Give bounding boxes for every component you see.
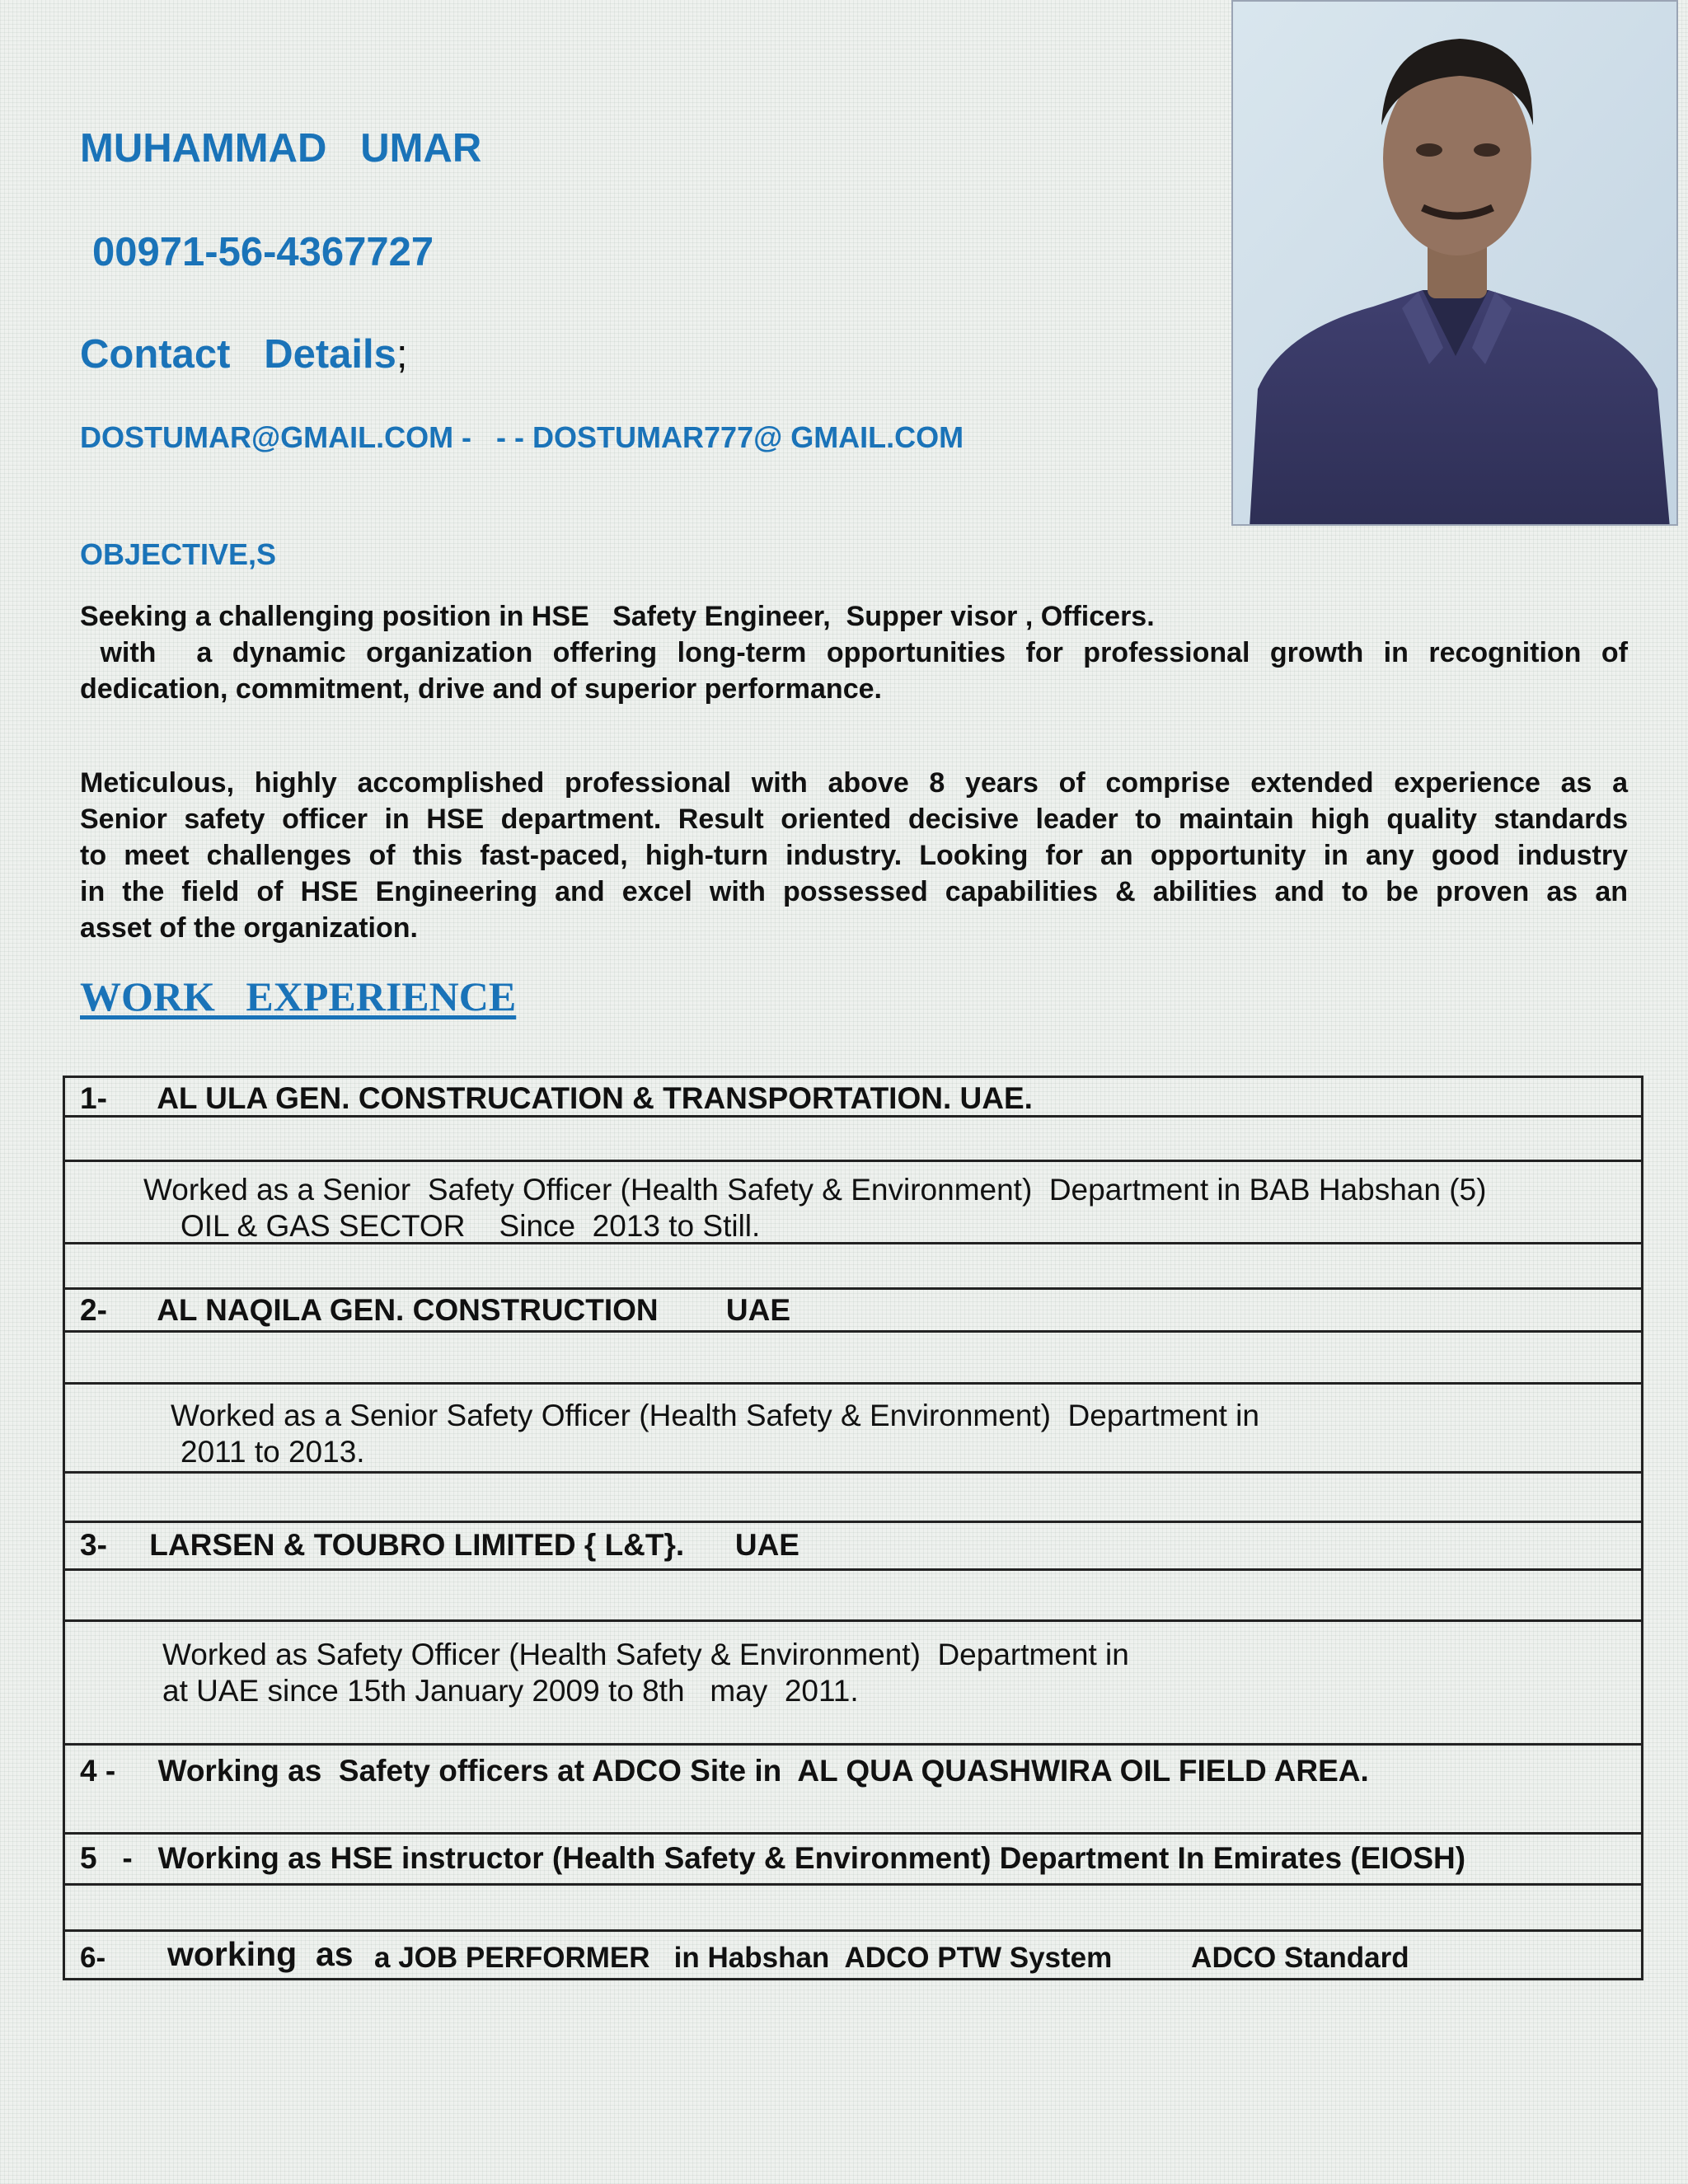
summary-paragraph <box>80 765 1628 946</box>
objective-paragraph <box>80 598 1628 707</box>
table-row <box>65 1523 1641 1571</box>
job-description: OIL & GAS SECTOR Since 2013 to Still. <box>181 1209 761 1243</box>
table-row <box>65 1474 1641 1523</box>
table-row <box>65 1746 1641 1835</box>
job-description: Worked as a Senior Safety Officer (Health Safety & Environment) Department in BAB Habshan (5) <box>143 1173 1487 1207</box>
contact-suffix: ; <box>396 332 408 377</box>
summary-line: in the field of HSE Engineering and excel with possessed capabilities & abilities and to be proven as an <box>80 876 1628 907</box>
table-row <box>65 1385 1641 1474</box>
table-row <box>65 1835 1641 1886</box>
job-title: a JOB PERFORMER in Habshan ADCO PTW System ADCO Standard <box>374 1942 1409 1974</box>
job-title: 1- AL ULA GEN. CONSTRUCATION & TRANSPORTATION. UAE. <box>80 1081 1033 1115</box>
table-row <box>65 1290 1641 1333</box>
job-title: 5 - Working as HSE instructor (Health Safety & Environment) Department In Emirates (EIOSH) <box>80 1841 1466 1875</box>
objective-line: Seeking a challenging position in HSE Safety Engineer, Supper visor , Officers. <box>80 601 1155 632</box>
profile-photo <box>1231 0 1678 526</box>
summary-line: Meticulous, highly accomplished professional with above 8 years of comprise extended experience as a <box>80 767 1628 799</box>
table-row <box>65 1078 1641 1118</box>
summary-line: to meet challenges of this fast-paced, high-turn industry. Looking for an opportunity in any good industry <box>80 840 1628 871</box>
table-row <box>65 1333 1641 1385</box>
email-addresses: DOSTUMAR@GMAIL.COM - - - DOSTUMAR777@ GMAIL.COM <box>80 420 964 454</box>
experience-table <box>63 1076 1643 1980</box>
job-title: 3- LARSEN & TOUBRO LIMITED { L&T}. UAE <box>80 1528 799 1562</box>
person-photo-icon <box>1233 2 1678 526</box>
contact-heading <box>80 331 408 377</box>
phone-number: 00971-56-4367727 <box>92 230 434 274</box>
objective-line: dedication, commitment, drive and of superior performance. <box>80 673 882 705</box>
table-row <box>65 1886 1641 1932</box>
table-row <box>65 1571 1641 1622</box>
job-description: 2011 to 2013. <box>181 1435 365 1469</box>
candidate-name: MUHAMMAD UMAR <box>80 126 482 171</box>
contact-label: Contact Details <box>80 332 396 377</box>
job-title: 2- AL NAQILA GEN. CONSTRUCTION UAE <box>80 1293 791 1327</box>
table-row <box>65 1244 1641 1290</box>
table-row <box>65 1932 1641 1980</box>
job-description: Worked as a Senior Safety Officer (Health Safety & Environment) Department in <box>171 1399 1259 1432</box>
job-description: at UAE since 15th January 2009 to 8th may 2011. <box>162 1674 859 1708</box>
job-number: 6- <box>80 1942 106 1974</box>
job-title: 4 - Working as Safety officers at ADCO Site in AL QUA QUASHWIRA OIL FIELD AREA. <box>80 1754 1369 1788</box>
summary-line: asset of the organization. <box>80 912 418 944</box>
job-description: Worked as Safety Officer (Health Safety & Environment) Department in <box>162 1638 1129 1671</box>
work-experience-heading: WORK EXPERIENCE <box>80 973 517 1019</box>
summary-line: Senior safety officer in HSE department. Result oriented decisive leader to maintain high quality standards <box>80 804 1628 835</box>
objective-line: with a dynamic organization offering long-term opportunities for professional growth in recognition of <box>80 637 1628 668</box>
table-row <box>65 1162 1641 1244</box>
table-row <box>65 1622 1641 1746</box>
table-row <box>65 1118 1641 1162</box>
job-working-label: working as <box>167 1935 354 1973</box>
objective-heading: OBJECTIVE,S <box>80 537 277 571</box>
